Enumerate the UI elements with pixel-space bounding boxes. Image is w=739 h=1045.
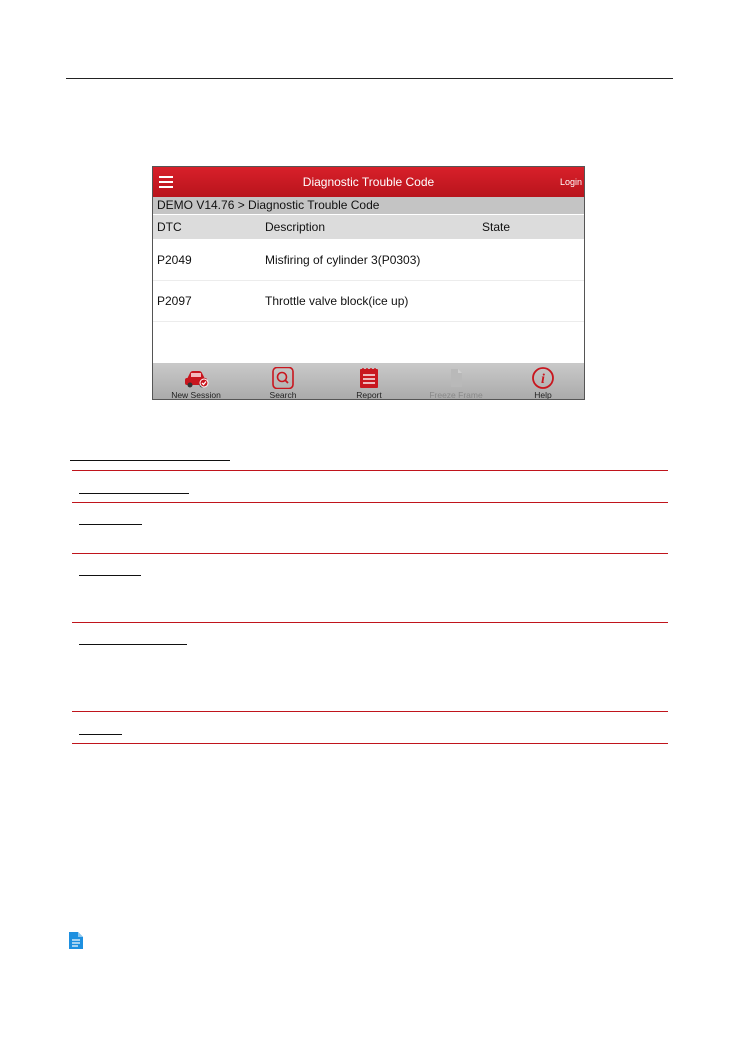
table-row[interactable] [153,281,584,322]
login-button[interactable]: Login [559,177,582,187]
new-session-label: New Session [171,390,221,400]
dtc-description: Throttle valve block(ice up) [265,294,409,308]
help-button[interactable] [500,363,585,400]
new-session-button[interactable] [153,363,239,400]
bottom-toolbar [153,363,584,400]
button-name-underline [79,575,141,576]
table-rule [72,622,668,623]
page-header-rule [66,78,673,79]
report-icon [356,367,382,389]
report-button[interactable] [326,363,412,400]
column-header-state: State [482,220,511,234]
button-name-underline [79,493,189,494]
column-header-dtc: DTC [157,220,182,234]
freeze-frame-button[interactable] [413,363,499,400]
report-label: Report [356,390,382,400]
title-bar [153,167,584,197]
column-header-description: Description [265,220,326,234]
help-icon [530,367,556,389]
button-name-underline [79,644,187,645]
button-name-underline [79,734,122,735]
freeze-frame-icon [443,367,469,389]
table-rule [72,711,668,712]
table-rule [72,743,668,744]
dtc-code: P2097 [157,294,192,308]
dtc-code: P2049 [157,253,192,267]
search-icon [270,367,296,389]
svg-text:i: i [541,372,545,387]
help-label: Help [534,390,552,400]
table-header [153,215,584,239]
app-screenshot [152,166,585,400]
note-icon [68,932,83,949]
car-icon [183,367,209,389]
app-title: Diagnostic Trouble Code [302,175,435,189]
table-row[interactable] [153,240,584,281]
table-rule [72,470,668,471]
button-name-underline [79,524,142,525]
table-rule [72,502,668,503]
freeze-frame-label: Freeze Frame [429,390,483,400]
table-rule [72,553,668,554]
search-button[interactable] [240,363,326,400]
search-label: Search [269,390,297,400]
breadcrumb: DEMO V14.76 > Diagnostic Trouble Code [153,197,584,214]
dtc-description: Misfiring of cylinder 3(P0303) [265,253,421,267]
section-heading-underline [70,460,230,461]
